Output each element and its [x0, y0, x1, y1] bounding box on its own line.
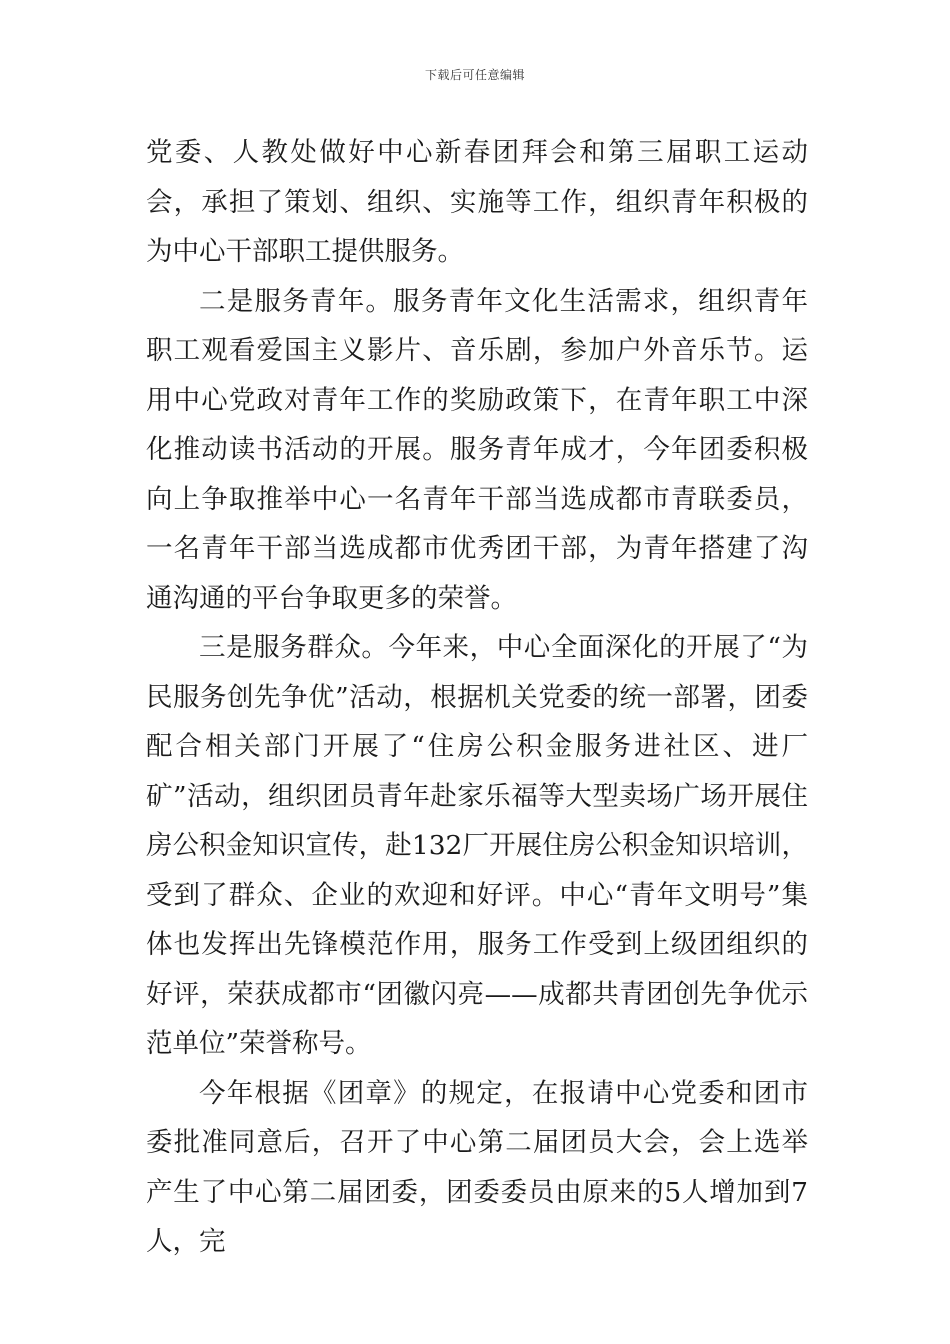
- paragraph-serve-public: 三是服务群众。今年来，中心全面深化的开展了“为民服务创先争优”活动，根据机关党委的统一部署，团委配合相关部门开展了“住房公积金服务进社区、进厂矿”活动，组织团员青年赴家乐福等大型卖场广场开展住房公积金知识宣传，赴132厂开展住房公积金知识培训，受到了群众、企业的欢迎和好评。中心“青年文明号”集体也发挥出先锋模范作用，服务工作受到上级团组织的好评，荣获成都市“团徽闪亮——成都共青团创先争优示范单位”荣誉称号。: [146, 632, 808, 1059]
- document-body: [146, 128, 808, 1267]
- paragraph-continuation: 党委、人教处做好中心新春团拜会和第三届职工运动会，承担了策划、组织、实施等工作，组织青年积极的为中心干部职工提供服务。: [146, 137, 808, 267]
- paragraph-league-congress: 今年根据《团章》的规定，在报请中心党委和团市委批准同意后，召开了中心第二届团员大会，会上选举产生了中心第二届团委，团委委员由原来的5人增加到7人，完: [146, 1077, 808, 1257]
- header-note: 下载后可任意编辑: [424, 68, 525, 82]
- paragraph-serve-youth: 二是服务青年。服务青年文化生活需求，组织青年职工观看爱国主义影片、音乐剧，参加户外音乐节。运用中心党政对青年工作的奖励政策下，在青年职工中深化推动读书活动的开展。服务青年成才，今年团委积极向上争取推举中心一名青年干部当选成都市青联委员，一名青年干部当选成都市优秀团干部，为青年搭建了沟通沟通的平台争取更多的荣誉。: [146, 285, 808, 614]
